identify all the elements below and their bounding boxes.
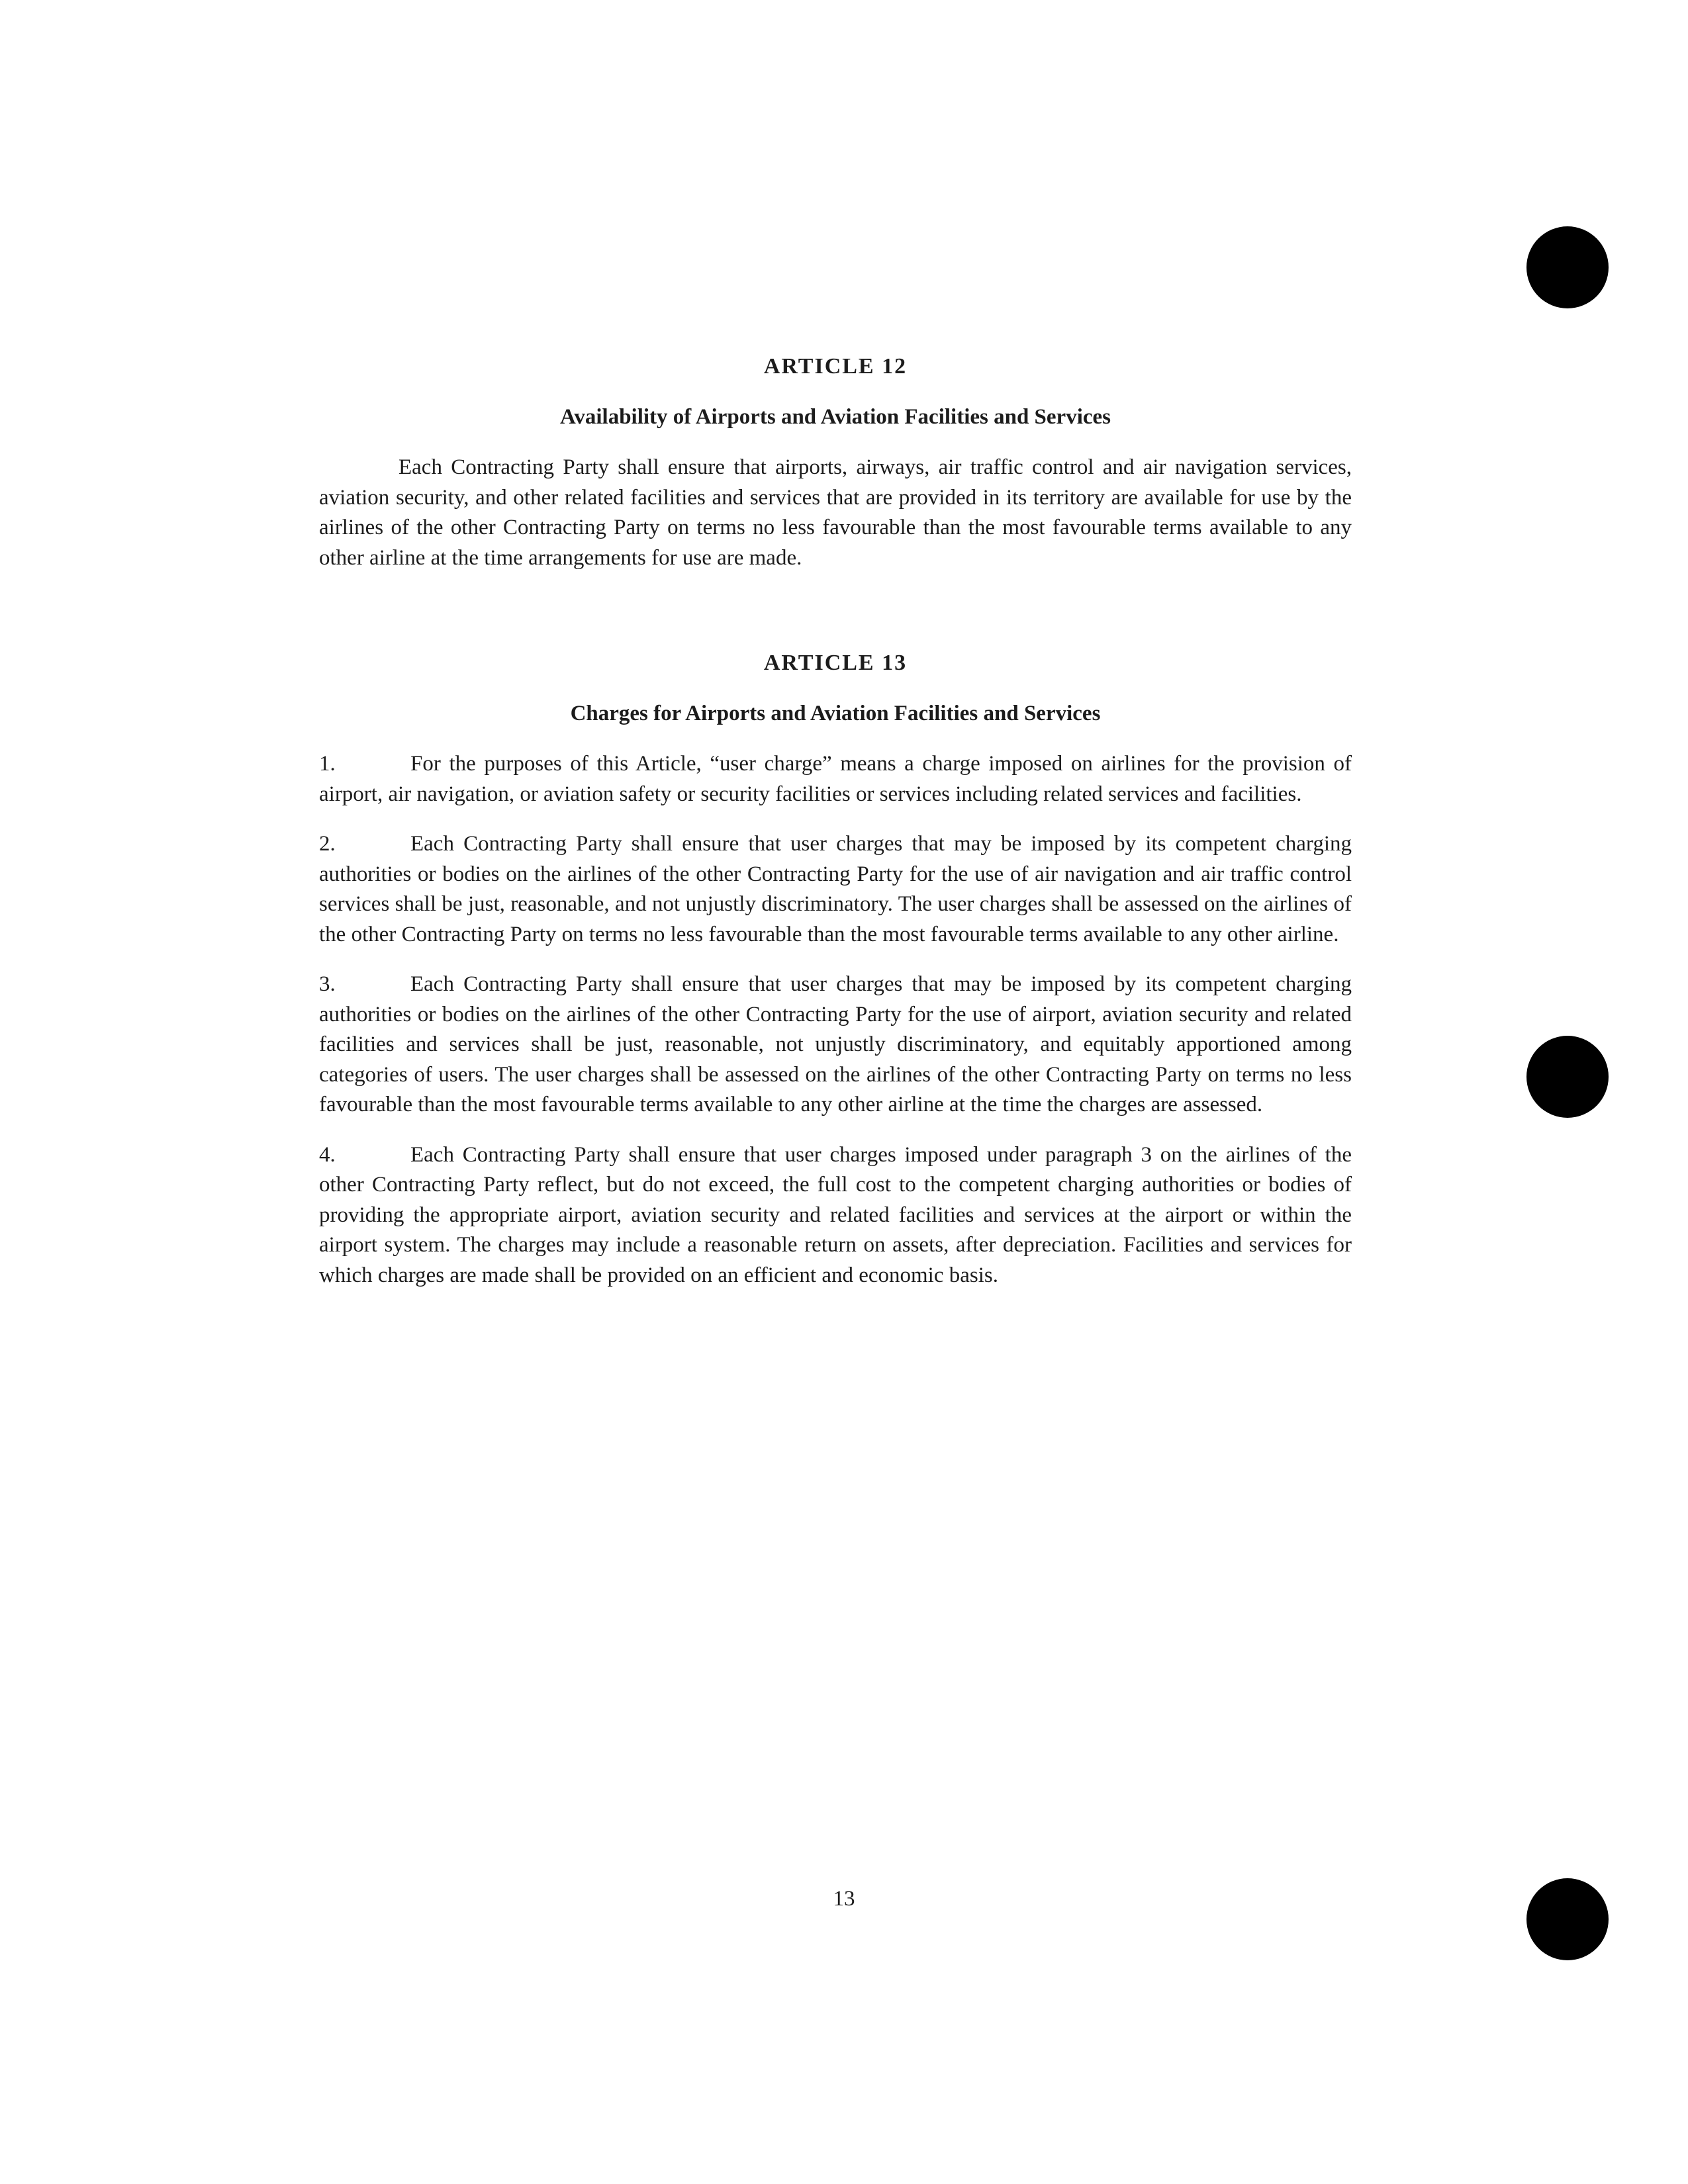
- article-13-paragraph-1: [319, 749, 1352, 809]
- paragraph-number: 2.: [319, 832, 336, 856]
- document-body: [319, 351, 1352, 1291]
- punch-hole-top: [1526, 226, 1609, 308]
- article-13-section: [319, 647, 1352, 1291]
- paragraph-number: 3.: [319, 972, 336, 996]
- article-12-title: ARTICLE 12: [763, 354, 908, 379]
- paragraph-number: 1.: [319, 752, 336, 776]
- article-13-paragraph-4: [319, 1140, 1352, 1291]
- article-13-title: ARTICLE 13: [763, 651, 908, 675]
- article-13-paragraph-2: [319, 829, 1352, 950]
- article-13-subtitle: Charges for Airports and Aviation Facilities and Services: [570, 702, 1101, 725]
- paragraph-text: Each Contracting Party shall ensure that user charges imposed under paragraph 3 on the airlines of the other Contracting Party reflect, but do not exceed, the full cost to the competent charging authorities or bodies of providing the appropriate airport, aviation security and related facilities and services at the airport or within the airport system. The charges may include a reasonable return on assets, after depreciation. Facilities and services for which charges are made shall be provided on an efficient and economic basis.: [319, 1142, 1352, 1287]
- page-number: 13: [833, 1887, 855, 1911]
- article-12-subtitle: Availability of Airports and Aviation Facilities and Services: [559, 405, 1111, 429]
- paragraph-text: Each Contracting Party shall ensure that user charges that may be imposed by its competent charging authorities or bodies on the airlines of the other Contracting Party for the use of air navigation and air traffic control services shall be just, reasonable, and not unjustly discriminatory. The user charges shall be assessed on the airlines of the other Contracting Party on terms no less favourable than the most favourable terms available to any other airline.: [319, 832, 1352, 946]
- article-12-section: [319, 351, 1352, 573]
- paragraph-number: 4.: [319, 1142, 336, 1167]
- paragraph-text: For the purposes of this Article, “user charge” means a charge imposed on airlines for the provision of airport, air navigation, or aviation safety or security facilities or services including related services and facilities.: [319, 752, 1352, 806]
- article-13-paragraph-3: [319, 970, 1352, 1120]
- article-12-paragraph: Each Contracting Party shall ensure that airports, airways, air traffic control and air navigation services, aviation security, and other related facilities and services that are provided in its territory are available for use by the airlines of the other Contracting Party on terms no less favourable than the most favourable terms available to any other airline at the time arrangements for use are made.: [319, 455, 1352, 570]
- punch-hole-middle: [1526, 1036, 1609, 1118]
- paragraph-text: Each Contracting Party shall ensure that user charges that may be imposed by its competent charging authorities or bodies on the airlines of the other Contracting Party for the use of airport, aviation security and related facilities and services shall be just, reasonable, not unjustly discriminatory, and equitably apportioned among categories of users. The user charges shall be assessed on the airlines of the other Contracting Party on terms no less favourable than the most favourable terms available to any other airline at the time the charges are assessed.: [319, 972, 1352, 1116]
